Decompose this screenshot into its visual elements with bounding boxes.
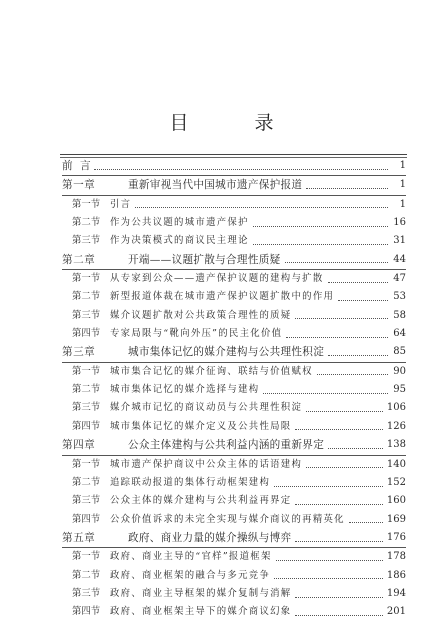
dot-leader: [295, 504, 382, 505]
entry-title: 城市集合记忆的媒介征询、联结与价值赋权: [110, 365, 313, 377]
toc-chapter-entry[interactable]: [62, 343, 406, 362]
entry-label: 第一节: [72, 365, 101, 377]
dot-leader: [295, 318, 388, 319]
toc-section-entry[interactable]: [62, 548, 406, 566]
entry-label: 第三节: [72, 402, 101, 414]
dot-leader: [253, 244, 388, 245]
toc-chapter-entry[interactable]: [62, 251, 406, 270]
entry-title: 政府、商业力量的媒介操纵与博弈: [128, 531, 292, 544]
toc-section-entry[interactable]: [62, 196, 406, 214]
entry-label: 第一节: [72, 458, 101, 470]
dot-leader: [253, 226, 388, 227]
entry-title: 媒介城市记忆的商议动员与公共理性积淀: [110, 402, 303, 414]
entry-title: 专家局限与“靴向外压”的民主化价值: [110, 328, 283, 340]
entry-label: 第四节: [72, 513, 101, 525]
toc-section-entry[interactable]: [62, 474, 406, 492]
dot-leader: [295, 541, 383, 542]
page-number: 176: [386, 531, 406, 543]
entry-label: 第二节: [72, 569, 101, 581]
dot-leader: [349, 522, 383, 523]
dot-leader: [338, 300, 388, 301]
entry-title: 城市遗产保护商议中公众主体的话语建构: [110, 458, 303, 470]
toc-chapter-entry[interactable]: [62, 436, 406, 455]
page-number: 44: [393, 253, 406, 265]
entry-label: 第二节: [72, 384, 101, 396]
toc-section-entry[interactable]: [62, 325, 406, 343]
dot-leader: [295, 615, 382, 616]
toc-section-entry[interactable]: [62, 511, 406, 529]
entry-title: 政府、商业主导的“官样”报道框架: [110, 551, 272, 563]
page-number: 152: [386, 476, 406, 488]
entry-title: 重新审视当代中国城市遗产保护报道: [128, 179, 303, 192]
top-rule: [60, 154, 407, 155]
entry-label: 第一节: [72, 551, 101, 563]
dot-leader: [317, 374, 388, 375]
entry-label: 第三节: [72, 235, 101, 247]
entry-title: 政府、商业主导框架的媒介复制与消解: [110, 587, 292, 599]
dot-leader: [295, 597, 382, 598]
entry-label: 第二节: [72, 217, 101, 229]
page-number: 186: [386, 569, 406, 581]
page-number: 140: [386, 458, 406, 470]
toc-section-entry[interactable]: [62, 567, 406, 585]
entry-label: 第三节: [72, 495, 101, 507]
toc-section-entry[interactable]: [62, 456, 406, 474]
toc-chapter-entry[interactable]: [62, 529, 406, 548]
page-number: 53: [393, 291, 406, 303]
dot-leader: [295, 429, 382, 430]
entry-title: 引言: [110, 198, 132, 210]
page-number: 178: [386, 551, 406, 563]
page-number: 138: [386, 439, 406, 451]
entry-label: 第五章: [62, 531, 96, 544]
entry-label: 第二节: [72, 476, 101, 488]
entry-title: 城市集体记忆的媒介选择与建构: [110, 384, 260, 396]
entry-title: 作为公共议题的城市遗产保护: [110, 217, 249, 229]
page-number: 1: [399, 198, 406, 210]
dot-leader: [276, 560, 383, 561]
dot-leader: [328, 355, 388, 356]
toc-section-entry[interactable]: [62, 363, 406, 381]
page-number: 194: [386, 587, 406, 599]
toc-section-entry[interactable]: [62, 288, 406, 306]
entry-title: 新型报道体裁在城市遗产保护议题扩散中的作用: [110, 291, 335, 303]
dot-leader: [274, 486, 383, 487]
entry-label: 第三节: [72, 587, 101, 599]
page-number: 201: [386, 606, 406, 618]
entry-label: 第四节: [72, 328, 101, 340]
page-number: 85: [393, 346, 406, 358]
toc-section-entry[interactable]: [62, 381, 406, 399]
toc-section-entry[interactable]: [62, 214, 406, 232]
page-number: 47: [393, 273, 406, 285]
dot-leader: [274, 578, 383, 579]
entry-title: 媒介议题扩散对公共政策合理性的质疑: [110, 309, 292, 321]
page-number: 58: [393, 309, 406, 321]
page-number: 1: [399, 179, 406, 191]
entry-title: 城市集体记忆的媒介定义及公共性局限: [110, 420, 292, 432]
dot-leader: [263, 393, 388, 394]
dot-leader: [135, 207, 388, 208]
entry-label: 第一节: [72, 198, 101, 210]
page-number: 16: [393, 217, 406, 229]
page-number: 31: [393, 235, 406, 247]
entry-label: 第二章: [62, 253, 96, 266]
entry-title: 公众主体建构与公共利益内涵的重新界定: [128, 439, 325, 452]
entry-title: 政府、商业框架的融合与多元竞争: [110, 569, 271, 581]
toc-section-entry[interactable]: [62, 585, 406, 603]
page-number: 160: [386, 495, 406, 507]
entry-label: 第一节: [72, 273, 101, 285]
dot-leader: [328, 282, 388, 283]
entry-label: 第三节: [72, 309, 101, 321]
entry-label: 前 言: [62, 160, 93, 172]
entry-title: 城市集体记忆的媒介建构与公共理性积淀: [128, 346, 325, 359]
entry-label: 第四章: [62, 439, 96, 452]
entry-title: 作为决策模式的商议民主理论: [110, 235, 249, 247]
toc-chapter-entry[interactable]: [62, 176, 406, 195]
toc-section-entry[interactable]: [62, 270, 406, 288]
page-number: 95: [393, 384, 406, 396]
toc-section-entry[interactable]: [62, 399, 406, 417]
table-of-contents: [62, 157, 406, 622]
dot-leader: [286, 337, 388, 338]
toc-section-entry[interactable]: [62, 603, 406, 621]
entry-title: 公众主体的媒介建构与公共利益再界定: [110, 495, 292, 507]
entry-title: 政府、商业框架主导下的媒介商议幻象: [110, 606, 292, 618]
dot-leader: [306, 411, 383, 412]
dot-leader: [94, 169, 388, 170]
entry-label: 第一章: [62, 179, 96, 192]
entry-label: 第三章: [62, 346, 96, 359]
toc-front-entry[interactable]: [62, 157, 406, 176]
page-number: 126: [386, 420, 406, 432]
dot-leader: [285, 262, 388, 263]
page-title: 目 录: [169, 112, 304, 134]
page-number: 1: [399, 160, 406, 171]
entry-label: 第四节: [72, 420, 101, 432]
entry-label: 第四节: [72, 606, 101, 618]
page-number: 106: [386, 402, 406, 414]
toc-section-entry[interactable]: [62, 492, 406, 510]
toc-section-entry[interactable]: [62, 418, 406, 436]
dot-leader: [306, 188, 388, 189]
dot-leader: [328, 448, 383, 449]
page-number: 169: [386, 513, 406, 525]
toc-section-entry[interactable]: [62, 232, 406, 250]
page-number: 64: [393, 328, 406, 340]
page-number: 90: [393, 365, 406, 377]
entry-title: 公众价值诉求的未完全实现与媒介商议的再精英化: [110, 513, 345, 525]
toc-section-entry[interactable]: [62, 307, 406, 325]
entry-title: 开端——议题扩散与合理性质疑: [128, 253, 281, 266]
entry-title: 追踪联动报道的集体行动框架建构: [110, 476, 271, 488]
entry-title: 从专家到公众——遗产保护议题的建构与扩散: [110, 273, 324, 285]
dot-leader: [306, 467, 383, 468]
entry-label: 第二节: [72, 291, 101, 303]
